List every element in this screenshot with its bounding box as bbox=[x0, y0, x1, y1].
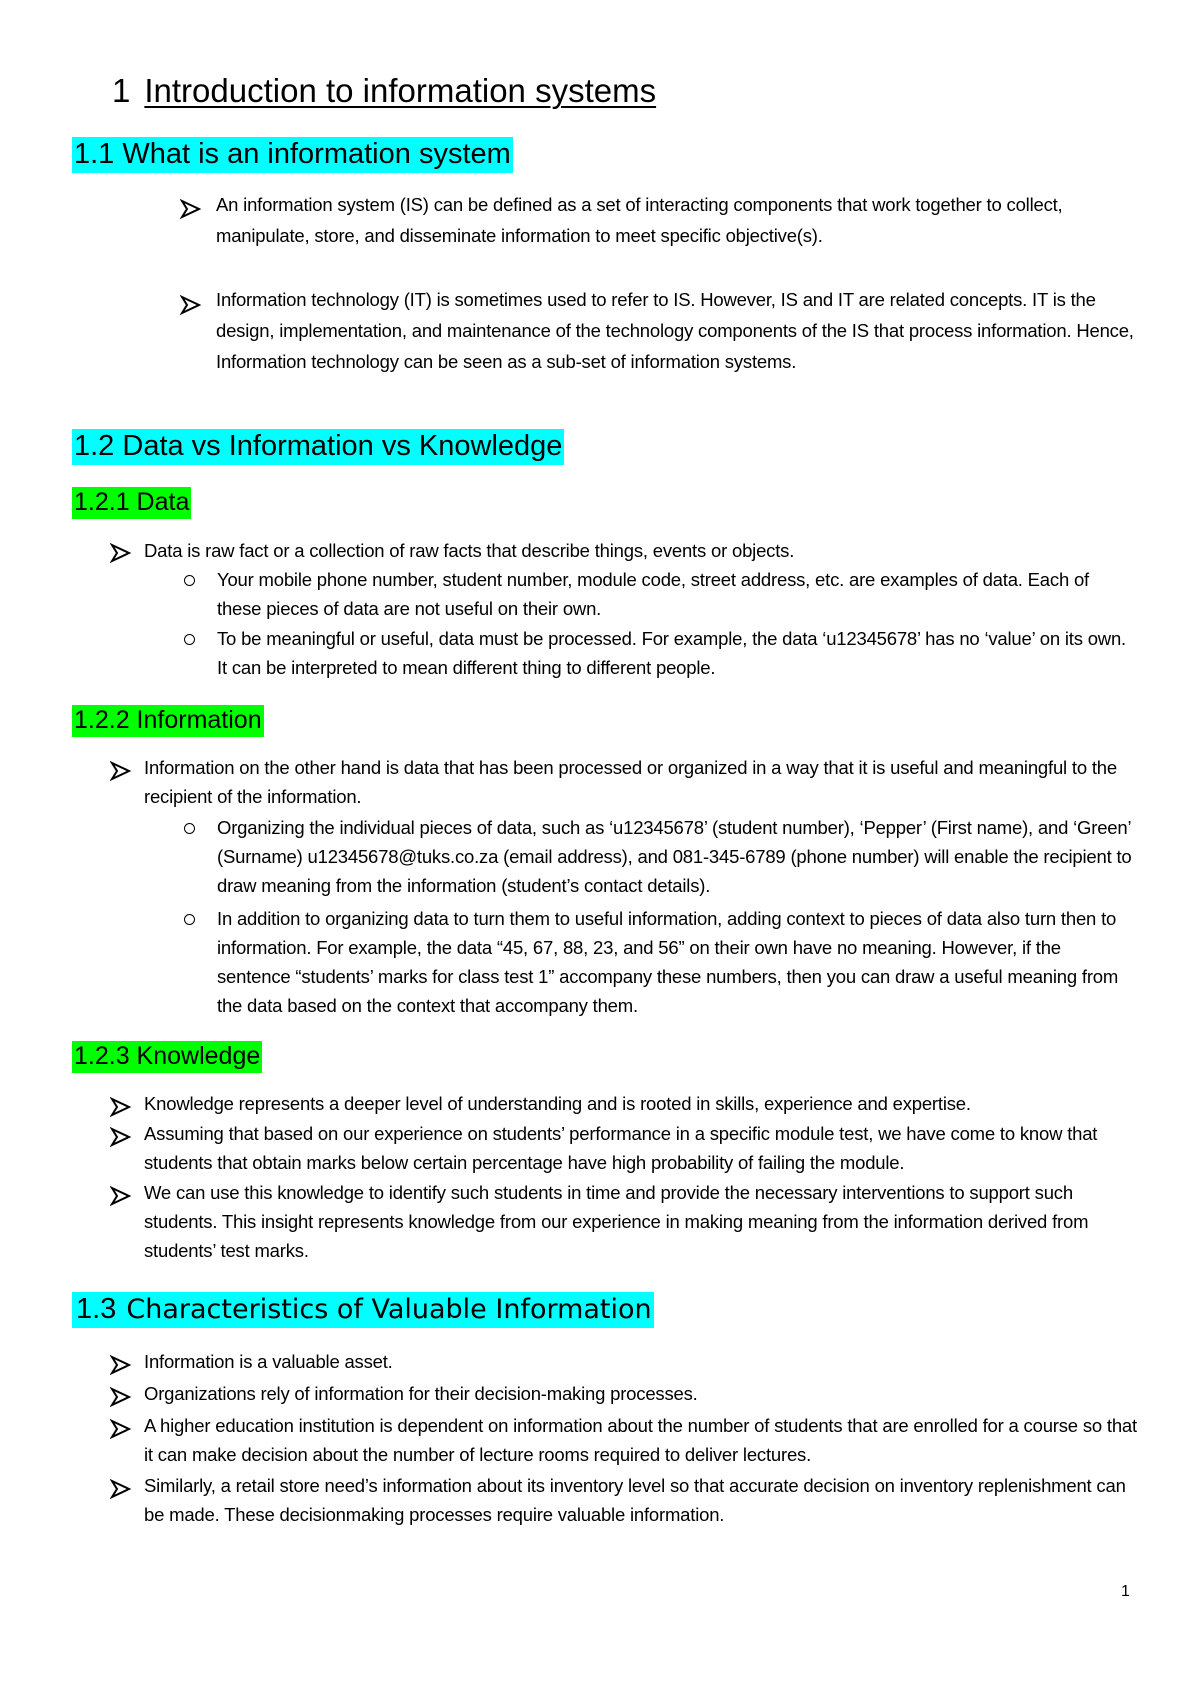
subsection-title: 1.2.3 Knowledge bbox=[72, 1041, 262, 1073]
s13-bullet-3-text: A higher education institution is dependent on information about the number of students that are enrolled for a course so that it can make decision about the number of lecture rooms required to deliver lectures. bbox=[144, 1415, 1137, 1465]
page-number: 1 bbox=[1121, 1583, 1130, 1600]
s13-bullet-1-text: Information is a valuable asset. bbox=[144, 1351, 393, 1372]
knowledge-bullet-2-text: Assuming that based on our experience on students’ performance in a specific module test, we have come to know that students that obtain marks below certain percentage have high probability of failing the module. bbox=[144, 1123, 1098, 1173]
s11-bullet-2-text: Information technology (IT) is sometimes used to refer to IS. However, IS and IT are related concepts. IT is the design, implementation, and maintenance of the technology components of the IS that process information. Hence, Information technology can be seen as a sub-set of information systems. bbox=[216, 289, 1134, 372]
section-heading-1-1 bbox=[72, 138, 513, 171]
main-heading bbox=[112, 72, 656, 110]
arrow-bullet-icon bbox=[110, 761, 132, 781]
arrow-bullet-icon bbox=[110, 1419, 132, 1439]
subsection-title: 1.2.2 Information bbox=[72, 705, 264, 737]
circle-bullet-icon bbox=[184, 575, 195, 586]
circle-bullet-icon bbox=[184, 914, 195, 925]
information-sub-2-text: In addition to organizing data to turn them to useful information, adding context to pieces of data also turn then to information. For example, the data “45, 67, 88, 23, and 56” on their own have no meaning. However, if the sentence “students’ marks for class test 1” accompany these numbers, then you can draw a useful meaning from the data based on the context that accompany them. bbox=[217, 908, 1119, 1016]
s13-bullet-2-text: Organizations rely of information for their decision-making processes. bbox=[144, 1383, 698, 1404]
arrow-bullet-icon bbox=[110, 1387, 132, 1407]
arrow-bullet-icon bbox=[110, 1127, 132, 1147]
section-title: Characteristics of Valuable Information bbox=[126, 1294, 652, 1325]
data-sub-2-text: To be meaningful or useful, data must be processed. For example, the data ‘u12345678’ has no ‘value’ on its own. It can be interpreted to mean different thing to different people. bbox=[217, 628, 1126, 678]
arrow-bullet-icon bbox=[110, 1355, 132, 1375]
subsection-heading-knowledge bbox=[72, 1042, 262, 1071]
information-bullet-text: Information on the other hand is data that has been processed or organized in a way that it is useful and meaningful to the recipient of the information. bbox=[144, 757, 1117, 807]
subsection-heading-data bbox=[72, 488, 191, 517]
heading-title: Introduction to information systems bbox=[144, 72, 657, 109]
s13-bullet-4-text: Similarly, a retail store need’s information about its inventory level so that accurate decision on inventory replenishment can be made. These decisionmaking processes require valuable information. bbox=[144, 1475, 1126, 1525]
section-heading-1-3 bbox=[72, 1293, 654, 1326]
section-title: 1.2 Data vs Information vs Knowledge bbox=[72, 429, 564, 465]
knowledge-bullet-1-text: Knowledge represents a deeper level of understanding and is rooted in skills, experience and expertise. bbox=[144, 1093, 971, 1114]
circle-bullet-icon bbox=[184, 823, 195, 834]
subsection-title: 1.2.1 Data bbox=[72, 487, 191, 519]
knowledge-bullet-3-text: We can use this knowledge to identify such students in time and provide the necessary interventions to support such students. This insight represents knowledge from our experience in making meaning from the information derived from students’ test marks. bbox=[144, 1182, 1089, 1261]
arrow-bullet-icon bbox=[110, 543, 132, 563]
arrow-bullet-icon bbox=[110, 1479, 132, 1499]
heading-number: 1 bbox=[112, 72, 131, 109]
arrow-bullet-icon bbox=[110, 1186, 132, 1206]
arrow-bullet-icon bbox=[180, 199, 202, 219]
information-sub-1-text: Organizing the individual pieces of data, such as ‘u12345678’ (student number), ‘Pepper’ (First name), and ‘Green’ (Surname) u12345678@tuks.co.za (email address), and 081-345-6789 (phone number) will enable the recipient to draw meaning from the information (student’s contact details). bbox=[217, 817, 1132, 896]
subsection-heading-information bbox=[72, 706, 264, 735]
s11-bullet-1-text: An information system (IS) can be defined as a set of interacting components that work together to collect, manipulate, store, and disseminate information to meet specific objective(s). bbox=[216, 194, 1063, 246]
section-heading-1-2 bbox=[72, 430, 564, 463]
data-bullet-text: Data is raw fact or a collection of raw facts that describe things, events or objects. bbox=[144, 540, 795, 561]
arrow-bullet-icon bbox=[180, 295, 202, 315]
arrow-bullet-icon bbox=[110, 1097, 132, 1117]
data-sub-1-text: Your mobile phone number, student number, module code, street address, etc. are examples of data. Each of these pieces of data are not useful on their own. bbox=[217, 569, 1089, 619]
section-title: 1.1 What is an information system bbox=[72, 137, 513, 173]
section-number: 1.3 bbox=[74, 1292, 118, 1328]
circle-bullet-icon bbox=[184, 634, 195, 645]
